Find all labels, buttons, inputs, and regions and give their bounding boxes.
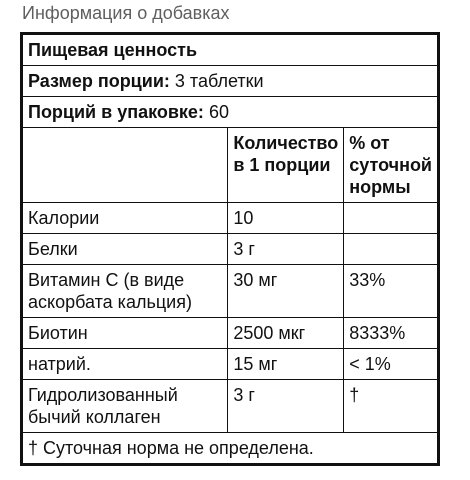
table-row: [22, 318, 439, 349]
section-heading: Информация о добавках: [22, 3, 230, 23]
nutrient-amount: 2500 мкг: [228, 318, 344, 349]
title-row: [22, 34, 439, 66]
serving-size-cell: [22, 66, 439, 97]
table-row: [22, 234, 439, 265]
nutrient-daily-value: 8333%: [344, 318, 439, 349]
nutrient-daily-value: †: [344, 380, 439, 433]
servings-per-container-label: Порций в упаковке:: [28, 102, 204, 122]
servings-per-container-value: 60: [208, 102, 229, 122]
table-row: [22, 203, 439, 234]
servings-per-container-cell: [22, 97, 439, 128]
amount-column-header: Количество в 1 порции: [228, 128, 344, 203]
footnote-row: [22, 433, 439, 465]
nutrient-name: Калории: [22, 203, 228, 234]
header-empty-cell: [22, 128, 228, 203]
nutrient-daily-value: [344, 203, 439, 234]
daily-value-column-header: % от суточной нормы: [344, 128, 439, 203]
servings-per-container-row: [22, 97, 439, 128]
column-header-row: [22, 128, 439, 203]
nutrient-daily-value: < 1%: [344, 349, 439, 380]
nutrient-amount: 10: [228, 203, 344, 234]
nutrient-daily-value: [344, 234, 439, 265]
serving-size-value: 3 таблетки: [174, 71, 264, 91]
nutrient-amount: 3 г: [228, 380, 344, 433]
table-row: [22, 349, 439, 380]
serving-size-label: Размер порции:: [28, 71, 170, 91]
nutrient-name: Витамин C (в виде аскорбата кальция): [22, 265, 228, 318]
table-row: [22, 265, 439, 318]
nutrient-amount: 3 г: [228, 234, 344, 265]
serving-size-row: [22, 66, 439, 97]
nutrient-name: Белки: [22, 234, 228, 265]
nutrient-amount: 15 мг: [228, 349, 344, 380]
nutrient-name: Биотин: [22, 318, 228, 349]
nutrient-name: натрий.: [22, 349, 228, 380]
footnote: † Суточная норма не определена.: [22, 433, 439, 465]
nutrient-daily-value: 33%: [344, 265, 439, 318]
nutrient-amount: 30 мг: [228, 265, 344, 318]
nutrient-name: Гидролизованный бычий коллаген: [22, 380, 228, 433]
facts-title: Пищевая ценность: [22, 34, 439, 66]
table-row: [22, 380, 439, 433]
supplement-facts-table: [20, 32, 440, 466]
